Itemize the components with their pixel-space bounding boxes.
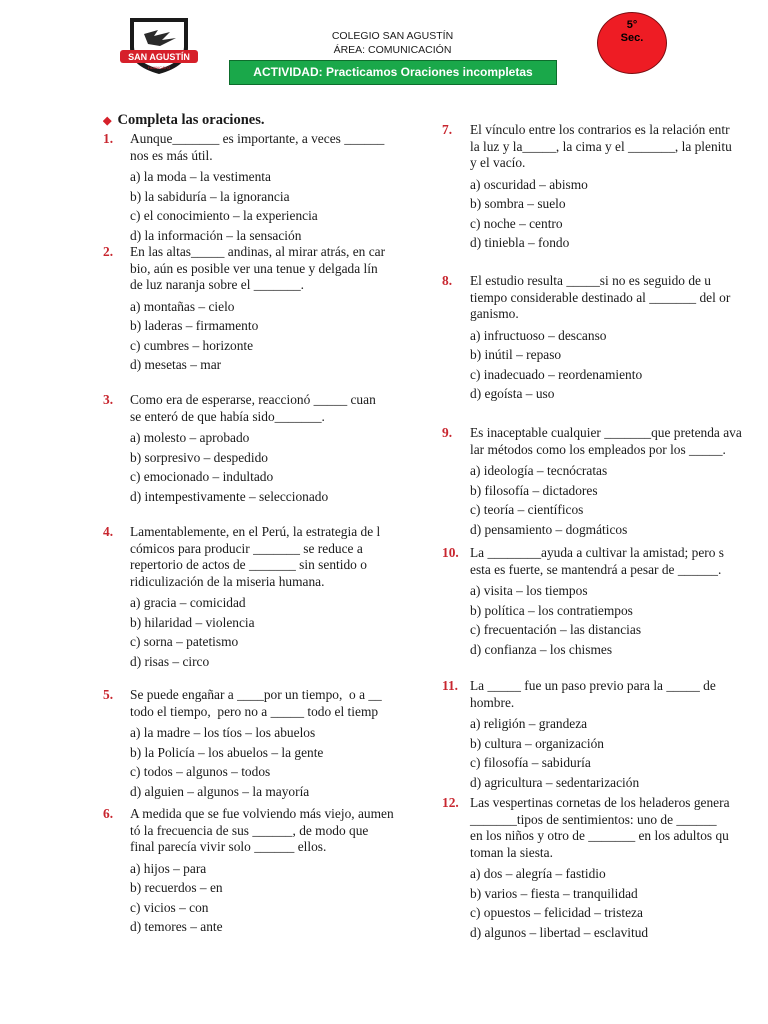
option: d) confianza – los chismes (470, 641, 613, 657)
option: b) recuerdos – en (130, 880, 223, 895)
school-name: COLEGIO SAN AGUSTÍN (331, 30, 454, 42)
option: a) montañas – cielo (130, 298, 235, 314)
option: d) risas – circo (130, 653, 210, 669)
options-list (442, 461, 768, 539)
question-5 (103, 687, 417, 801)
option: a) infructuoso – descanso (470, 327, 607, 343)
option: b) la sabiduría – la ignorancia (130, 188, 290, 204)
question-7 (442, 122, 768, 253)
grade-number: 5° (626, 19, 638, 31)
option: c) vicios – con (130, 899, 209, 915)
option: d) tiniebla – fondo (470, 235, 570, 250)
instructions-heading (103, 112, 264, 129)
option: b) política – los contratiempos (470, 602, 633, 618)
question-9 (442, 425, 768, 539)
question-number: 11. (442, 678, 458, 693)
option: a) oscuridad – abismo (470, 176, 588, 192)
question-stem: El vínculo entre los contrarios es la relación entr la luz y la_____, la cima y el _______, la plenitu y el vacío. (470, 122, 732, 170)
option: d) mesetas – mar (130, 357, 222, 372)
activity-banner: ACTIVIDAD: Practicamos Oraciones incompletas (229, 60, 557, 85)
option: a) la madre – los tíos – los abuelos (130, 725, 316, 740)
question-10 (442, 545, 768, 659)
option: a) molesto – aprobado (130, 430, 250, 445)
option: d) pensamiento – dogmáticos (470, 521, 628, 537)
options-list (442, 581, 768, 659)
option: a) dos – alegría – fastidio (470, 866, 606, 881)
question-number: 4. (103, 524, 114, 539)
option: a) religión – grandeza (470, 716, 588, 731)
option: d) intempestivamente – seleccionado (130, 488, 329, 504)
options-list (442, 714, 768, 792)
question-number: 7. (442, 122, 453, 137)
question-number: 3. (103, 392, 114, 407)
grade-level: Sec. (620, 32, 644, 44)
bullet-icon: ◆ (103, 115, 112, 127)
svg-text:HUANCAYO: HUANCAYO (147, 65, 171, 70)
question-number: 2. (103, 244, 114, 259)
right-column (442, 0, 768, 1024)
question-stem: Es inaceptable cualquier _______que pretenda ava lar métodos como los empleados por los _____. (470, 425, 742, 457)
options-list (103, 167, 417, 245)
options-list (442, 326, 768, 404)
question-stem: Se puede engañar a ____por un tiempo, o a __ todo el tiempo, pero no a _____ todo el tiemp (130, 687, 382, 719)
question-number: 12. (442, 795, 459, 810)
svg-text:SAN AGUSTÍN: SAN AGUSTÍN (128, 52, 190, 62)
options-list (103, 428, 417, 506)
option: b) la Policía – los abuelos – la gente (130, 744, 324, 760)
option: b) filosofía – dictadores (470, 482, 598, 498)
question-stem: Como era de esperarse, reaccionó _____ cuan se enteró de que había sido_______. (130, 392, 376, 424)
question-number: 8. (442, 273, 453, 288)
option: c) opuestos – felicidad – tristeza (470, 905, 643, 920)
question-stem: Las vespertinas cornetas de los heladeros genera _______tipos de sentimientos: uno de ______ en los niños y otro de _______ en los adultos qu toman la siesta. (470, 795, 730, 860)
option: c) todos – algunos – todos (130, 764, 271, 779)
options-list (103, 723, 417, 801)
question-1 (103, 131, 417, 245)
option: c) noche – centro (470, 215, 563, 231)
option: c) el conocimiento – la experiencia (130, 208, 318, 223)
option: b) varios – fiesta – tranquilidad (470, 885, 638, 901)
question-stem: En las altas_____ andinas, al mirar atrás, en car bio, aún es posible ver una tenue y delgada lín de luz naranja sobre el _______. (130, 244, 386, 292)
option: b) laderas – firmamento (130, 318, 259, 333)
question-stem: A medida que se fue volviendo más viejo, aumen tó la frecuencia de sus ______, de modo que final parecía vivir solo ______ ellos. (130, 806, 394, 854)
question-stem: Lamentablemente, en el Perú, la estrategia de l cómicos para producir _______ se reduce a repertorio de actos de _______ sin sentido o ridiculización de la miseria humana. (130, 524, 381, 589)
question-stem: El estudio resulta _____si no es seguido de u tiempo considerable destinado al _______ del or ganismo. (470, 273, 731, 321)
question-12 (442, 795, 768, 942)
option: c) inadecuado – reordenamiento (470, 366, 643, 382)
question-number: 5. (103, 687, 114, 702)
question-number: 10. (442, 545, 459, 560)
option: a) la moda – la vestimenta (130, 169, 271, 184)
option: d) temores – ante (130, 919, 223, 934)
option: a) visita – los tiempos (470, 583, 588, 598)
option: d) agricultura – sedentarización (470, 774, 640, 790)
option: a) ideología – tecnócratas (470, 463, 608, 478)
instructions-text: Completa las oraciones. (117, 112, 265, 128)
question-8 (442, 273, 768, 404)
options-list (103, 859, 417, 937)
question-4 (103, 524, 417, 671)
option: b) inútil – repaso (470, 347, 562, 362)
options-list (103, 593, 417, 671)
option: b) cultura – organización (470, 735, 604, 751)
question-stem: Aunque_______ es importante, a veces ______ nos es más útil. (130, 131, 385, 163)
question-3 (103, 392, 417, 506)
option: b) hilaridad – violencia (130, 614, 255, 630)
question-6 (103, 806, 417, 937)
left-column (103, 0, 417, 1024)
question-number: 1. (103, 131, 114, 146)
option: a) gracia – comicidad (130, 595, 246, 610)
option: b) sorpresivo – despedido (130, 449, 268, 465)
options-list (442, 175, 768, 253)
option: d) alguien – algunos – la mayoría (130, 783, 310, 799)
area-label: ÁREA: COMUNICACIÓN (333, 44, 452, 56)
option: a) hijos – para (130, 860, 207, 876)
options-list (442, 864, 768, 942)
question-number: 6. (103, 806, 114, 821)
option: d) egoísta – uso (470, 386, 555, 401)
question-number: 9. (442, 425, 453, 440)
option: c) emocionado – indultado (130, 469, 274, 484)
option: c) filosofía – sabiduría (470, 755, 591, 770)
option: d) la información – la sensación (130, 227, 302, 243)
options-list (103, 297, 417, 375)
option: c) cumbres – horizonte (130, 337, 254, 353)
option: b) sombra – suelo (470, 196, 566, 211)
question-stem: La ________ayuda a cultivar la amistad; pero s esta es fuerte, se mantendrá a pesar de ______. (470, 545, 724, 577)
question-2 (103, 244, 417, 375)
option: c) teoría – científicos (470, 502, 584, 517)
option: d) algunos – libertad – esclavitud (470, 924, 649, 940)
option: c) sorna – patetismo (130, 634, 239, 649)
option: c) frecuentación – las distancias (470, 622, 642, 637)
question-stem: La _____ fue un paso previo para la _____ de hombre. (470, 678, 716, 710)
question-11 (442, 678, 768, 792)
